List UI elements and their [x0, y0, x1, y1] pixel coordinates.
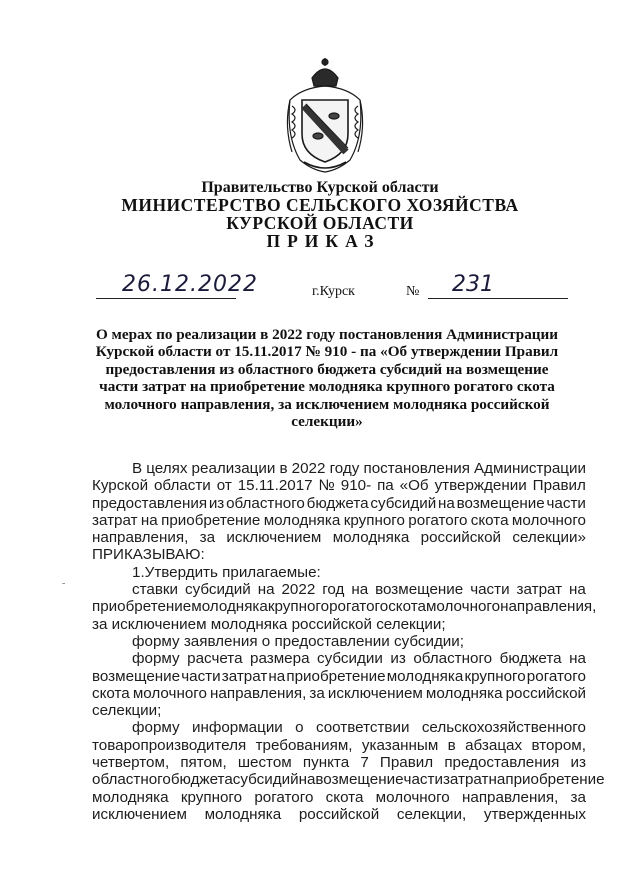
word: областного: [226, 494, 305, 512]
word: молочного: [511, 511, 586, 529]
word: за: [570, 788, 586, 806]
word: скота: [92, 684, 130, 702]
word: рогатого: [408, 511, 468, 529]
word: утверждении: [434, 477, 527, 495]
word: шестом: [237, 754, 292, 772]
word: субсидий: [370, 494, 437, 512]
body-line: [92, 719, 586, 736]
word: на: [140, 511, 158, 529]
word: 15.11.2017: [237, 477, 313, 495]
word: крупного: [267, 598, 330, 616]
word: субсидии: [317, 650, 383, 668]
word: российской: [298, 805, 380, 823]
word: рогатого: [526, 667, 586, 685]
word: в: [279, 460, 288, 477]
order-body: [92, 460, 605, 823]
word: молодняка: [263, 511, 341, 529]
word: затрат: [221, 667, 268, 685]
date-underline: [96, 298, 236, 299]
word: затрат: [442, 771, 489, 789]
word: сельскохозяйственного: [421, 719, 586, 737]
body-line: [92, 529, 586, 546]
word: возмещение: [315, 771, 404, 789]
word: приобретение: [505, 771, 605, 789]
word: году: [329, 460, 360, 477]
word: направления,: [462, 788, 559, 806]
body-line: [92, 512, 586, 529]
word: ставки: [132, 581, 179, 599]
order-word: ПРИКАЗЫВАЮ:: [92, 546, 205, 564]
word: затрат: [92, 511, 138, 529]
word: из: [208, 494, 225, 512]
kursk-coat-of-arms-icon: [282, 56, 368, 174]
word: за: [199, 529, 216, 547]
word: направления,: [500, 598, 597, 616]
word: скота: [325, 788, 364, 806]
word: рогатого: [329, 598, 389, 616]
word: 7: [360, 754, 369, 772]
word: на: [569, 650, 586, 668]
word: целях: [146, 460, 188, 477]
word: на: [268, 667, 286, 685]
word: размера: [250, 650, 310, 668]
word: Правил: [379, 754, 434, 772]
item-1: 1.Утвердить прилагаемые:: [132, 563, 321, 581]
word: исключением: [226, 529, 322, 547]
word: на: [488, 771, 506, 789]
word: постановления: [363, 460, 470, 477]
word: крупного: [180, 788, 243, 806]
word: молочного: [132, 684, 207, 702]
word: возмещение: [456, 494, 545, 512]
body-line: [92, 460, 586, 477]
word: из: [390, 650, 406, 668]
word: в: [447, 736, 456, 754]
word: приобретение: [161, 511, 261, 529]
word: информации: [191, 719, 283, 737]
word: российской: [505, 684, 586, 702]
word: молочного: [375, 788, 450, 806]
document-type: ПРИКАЗ: [266, 231, 381, 251]
word: товаропроизводителя: [92, 736, 247, 754]
word: абзацах: [465, 736, 523, 754]
word: части: [546, 494, 586, 512]
order-number: 231: [452, 272, 494, 297]
word: части: [403, 771, 443, 789]
body-line: селекции;: [92, 702, 162, 720]
word: предоставления: [92, 494, 208, 512]
word: реализации: [191, 460, 276, 477]
body-line: [92, 737, 586, 754]
word: из: [570, 754, 586, 772]
word: на: [351, 581, 369, 599]
word: молодняка: [191, 598, 268, 616]
title-line: молочного направления, за исключением молодняка российской: [104, 395, 550, 413]
word: направления,: [92, 529, 189, 547]
word: па: [377, 477, 394, 495]
word: пятом,: [180, 754, 227, 772]
title-line: О мерах по реализации в 2022 году постановления Администрации: [95, 326, 559, 343]
word: приобретение: [92, 598, 192, 616]
ministry-name-line2: КУРСКОЙ ОБЛАСТИ: [226, 213, 414, 233]
word: скота: [470, 511, 509, 529]
word: приобретение: [286, 667, 386, 685]
word: возмещение: [92, 667, 181, 685]
body-line: [92, 581, 586, 598]
word: 2022: [281, 581, 316, 599]
body-line: [92, 650, 586, 667]
word: «Об: [399, 477, 429, 495]
word: Правил: [532, 477, 586, 495]
body-line: [92, 685, 586, 702]
word: Администрации: [474, 460, 586, 477]
body-line: [92, 754, 586, 771]
word: 910-: [340, 477, 372, 495]
number-underline: [428, 298, 568, 299]
body-line: за исключением молодняка российской селекции;: [92, 615, 446, 633]
word: молодняка: [332, 529, 410, 547]
title-line: Курской области от 15.11.2017 № 910 - па «Об утверждении Правил: [95, 343, 559, 361]
word: возмещение: [375, 581, 464, 599]
word: крупного: [343, 511, 405, 529]
word: исключением: [327, 684, 423, 702]
word: молодняка: [386, 667, 464, 685]
word: бюджета: [306, 494, 369, 512]
body-line: [92, 477, 586, 494]
word: за: [309, 684, 325, 702]
body-line: [92, 495, 586, 512]
body-line: [92, 806, 586, 823]
body-line: [92, 598, 597, 616]
body-line: [92, 789, 586, 806]
title-line: селекции»: [291, 413, 363, 431]
order-title: [90, 326, 564, 430]
body-line: [92, 668, 586, 685]
word: требованиям,: [255, 736, 353, 754]
body-line: форму заявления о предоставлении субсидии;: [132, 632, 464, 650]
word: на: [298, 771, 316, 789]
word: расчета: [187, 650, 243, 668]
word: Курской: [92, 477, 149, 495]
government-name: Правительство Курской области: [201, 179, 439, 196]
word: №: [318, 477, 335, 495]
word: молодняка: [425, 684, 503, 702]
word: молодняка: [92, 788, 169, 806]
word: молодняка: [204, 805, 282, 823]
ministry-name-line1: МИНИСТЕРСТВО СЕЛЬСКОГО ХОЗЯЙСТВА: [121, 195, 519, 215]
word: молочного: [425, 598, 501, 616]
word: рогатого: [254, 788, 314, 806]
word: утвержденных: [483, 805, 586, 823]
body-line: [92, 771, 605, 789]
word: форму: [132, 719, 180, 737]
word: о: [295, 719, 304, 737]
word: на: [257, 581, 275, 599]
word: субсидий: [184, 581, 251, 599]
word: бюджета: [170, 771, 233, 789]
word: 2022: [291, 460, 326, 477]
word: форму: [132, 650, 180, 668]
word: четвертом,: [92, 754, 170, 772]
word: на: [437, 494, 455, 512]
word: области: [153, 477, 211, 495]
order-number-label: №: [406, 284, 420, 299]
word: указанным: [361, 736, 439, 754]
word: селекции,: [396, 805, 467, 823]
title-line: части затрат на приобретение молодняка крупного рогатого скота: [99, 378, 555, 396]
word: субсидий: [232, 771, 299, 789]
word: втором,: [531, 736, 586, 754]
word: пункта: [302, 754, 350, 772]
order-date: 26.12.2022: [122, 272, 258, 297]
word: скота: [388, 598, 426, 616]
word: соответствии: [315, 719, 410, 737]
word: областного: [92, 771, 171, 789]
word: части: [181, 667, 221, 685]
word: затрат: [516, 581, 563, 599]
word: на: [569, 581, 586, 599]
word: В: [132, 460, 143, 477]
word: направления,: [210, 684, 307, 702]
word: части: [470, 581, 510, 599]
word: крупного: [464, 667, 526, 685]
word: год: [322, 581, 345, 599]
word: исключением: [92, 805, 187, 823]
word: российской: [420, 529, 502, 547]
word: областного: [413, 650, 493, 668]
word: предоставления: [444, 754, 560, 772]
word: селекции»: [512, 529, 586, 547]
margin-mark: -: [62, 578, 66, 589]
word: бюджета: [499, 650, 562, 668]
title-line: предоставления из областного бюджета субсидий на возмещение: [105, 360, 549, 378]
word: от: [216, 477, 232, 495]
order-place: г.Курск: [312, 284, 355, 299]
